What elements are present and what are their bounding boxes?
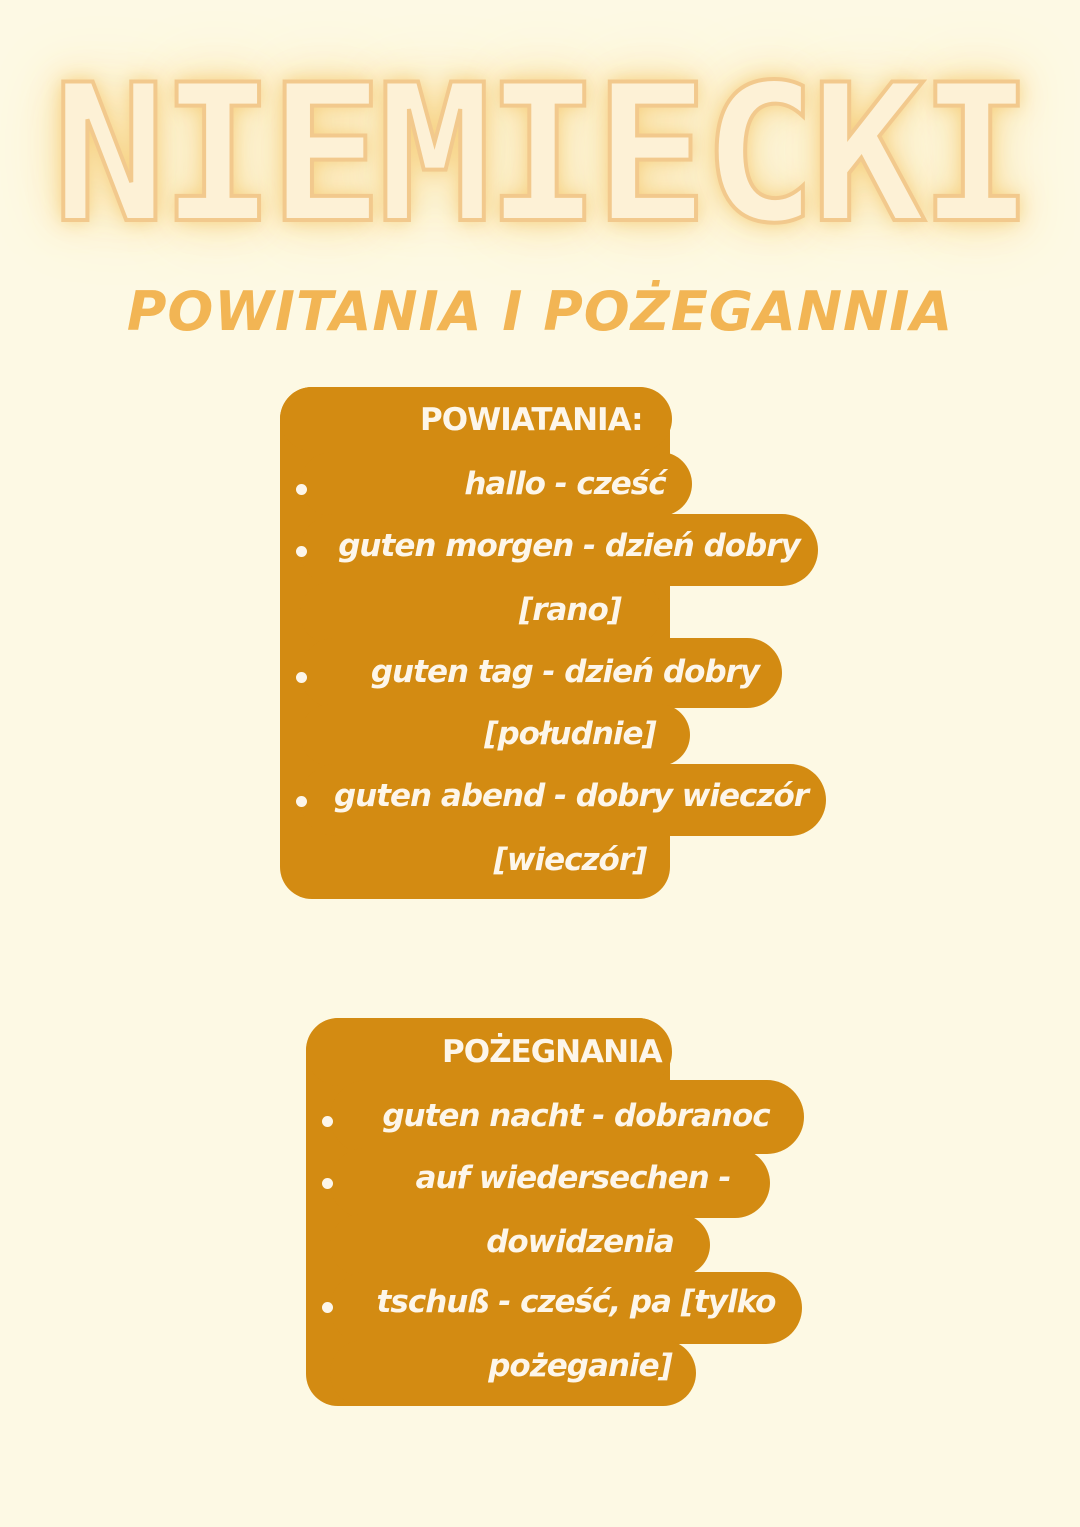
bullet-icon [296,546,307,557]
greeting-line: guten morgen - dzień dobry [338,528,800,564]
bullet-icon [322,1302,333,1313]
page-title: NIEMIECKI [52,44,1028,265]
bullet-icon [296,672,307,683]
page-subtitle: POWITANIA I POŻEGANNIA [126,280,954,343]
greeting-line: [wieczór] [493,842,647,878]
greeting-line: guten tag - dzień dobry [370,654,760,690]
greeting-line: hallo - cześć [464,466,666,502]
greeting-line: guten abend - dobry wieczór [333,778,809,814]
farewell-line: auf wiedersechen - [415,1160,731,1196]
farewell-line: tschuß - cześć, pa [tylko [376,1284,776,1320]
greetings-heading: POWIATANIA: [420,402,643,438]
farewell-line: guten nacht - dobranoc [382,1098,770,1134]
farewell-line: dowidzenia [486,1224,674,1260]
bullet-icon [322,1178,333,1189]
greetings-card-shape [280,387,826,899]
farewells-heading: POŻEGNANIA [442,1034,662,1070]
bullet-icon [296,484,307,495]
bullet-icon [322,1116,333,1127]
greeting-line: [rano] [519,592,621,628]
farewell-line: pożeganie] [488,1348,672,1384]
bullet-icon [296,796,307,807]
greeting-line: [południe] [484,716,656,752]
